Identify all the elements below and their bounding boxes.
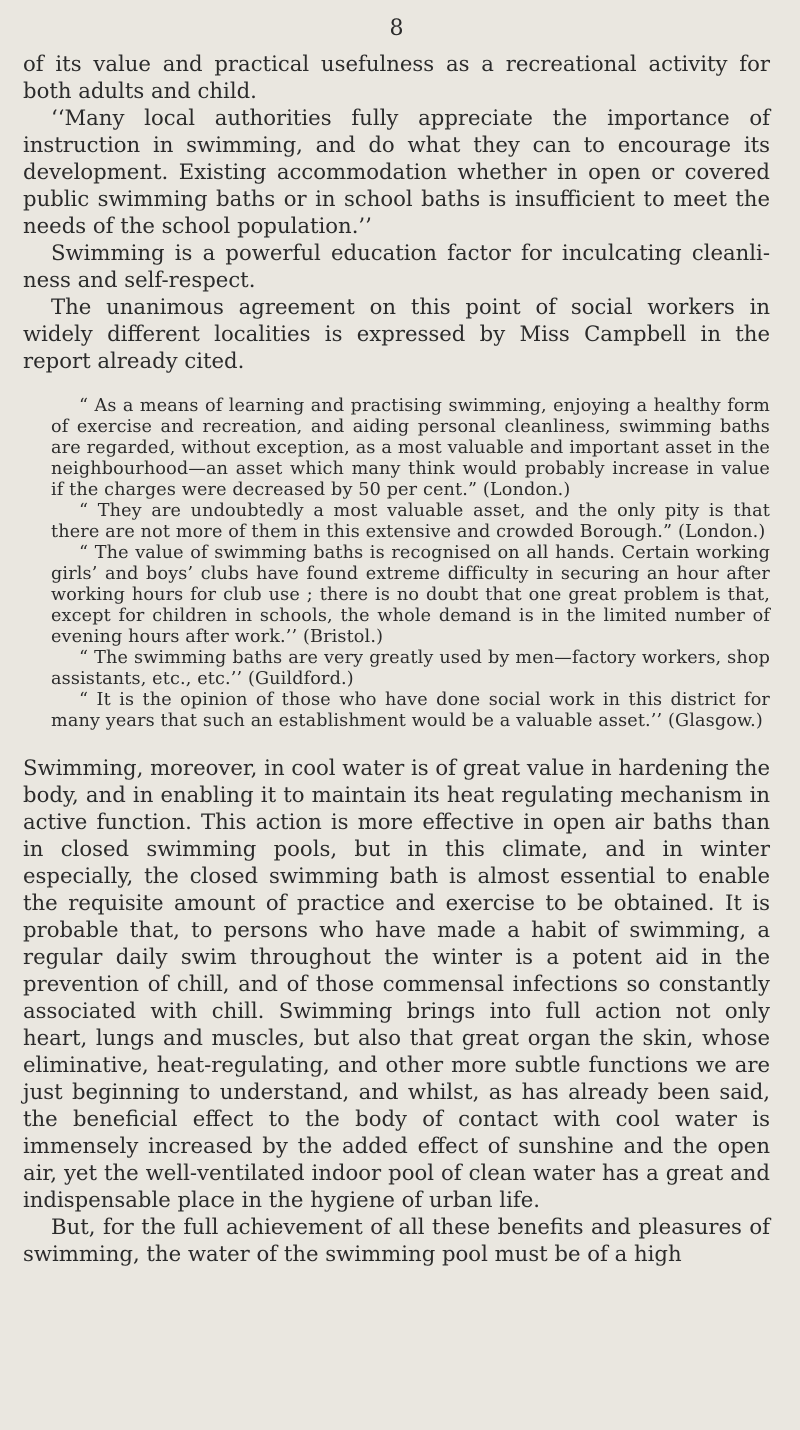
quote-london-1: “ As a means of learning and practising swimming, enjoying a healthy form of exercise and recreation, and aiding personal cleanliness, swimming baths are regarded, without exception, as a most valuable and important asset in the neighbourhood—an asset which many think would probably increase in value if the charges were decreased by 50 per cent.” (London.) — [51, 396, 770, 500]
intro-section — [23, 50, 770, 374]
paragraph-hardening: Swimming, moreover, in cool water is of great value in hardening the body, and in enabling it to maintain its heat regulating mechanism in active function. This action is more effective in open air baths than in closed swimming pools, but in this climate, and in winter especially, the closed swimming bath is almost essential to enable the requisite amount of practice and exercise to be obtained. It is probable that, to persons who have made a habit of swimming, a regular daily swim throughout the winter is a potent aid in the prevention of chill, and of those commensal infections so constantly associated with chill. Swimming brings into full action not only heart, lungs and muscles, but also that great organ the skin, whose eliminative, heat-regulating, and other more subtle functions we are just beginning to understand, and whilst, as has already been said, the beneficial effect to the body of contact with cool water is immensely increased by the added effect of sunshine and the open air, yet the well-ventilated indoor pool of clean water has a great and indispensable place in the hygiene of urban life. — [23, 755, 770, 1212]
paragraph-quote-authorities: ‘‘Many local authorities fully appreciate the importance of instruction in swimming, and do what they can to encourage its development. Existing accommodation whether in open or covered public swimming baths or in school baths is insufficient to meet the needs of the school population.’’ — [23, 105, 770, 238]
paragraph-agreement: The unanimous agreement on this point of social workers in widely different localities is expressed by Miss Campbell in the report already cited. — [23, 294, 770, 373]
paragraph-cleanliness: Swimming is a powerful education factor for inculcating cleanli-ness and self-respect. — [23, 240, 770, 292]
page-number: 8 — [389, 16, 404, 41]
quote-bristol: “ The value of swimming baths is recognised on all hands. Certain working girls’ and boys’ clubs have found extreme difficulty in securing an hour after working hours for club use ; there is no doubt that one great problem is that, except for children in schools, the whole demand is in the limited number of evening hours after work.’’ (Bristol.) — [51, 543, 770, 647]
quotation-block — [23, 396, 770, 732]
closing-section — [23, 754, 770, 1267]
quote-guildford: “ The swimming baths are very greatly used by men—factory workers, shop assistants, etc., etc.’’ (Guildford.) — [51, 648, 770, 689]
quote-london-2: “ They are undoubtedly a most valuable asset, and the only pity is that there are not more of them in this extensive and crowded Borough.” (London.) — [51, 501, 770, 542]
paragraph-continuation: of its value and practical usefulness as a recreational activity for both adults and child. — [23, 51, 770, 103]
paragraph-water-quality: But, for the full achievement of all these benefits and pleasures of swimming, the water of the swimming pool must be of a high — [23, 1214, 770, 1266]
quote-glasgow: “ It is the opinion of those who have done social work in this district for many years that such an establishment would be a valuable asset.’’ (Glasgow.) — [51, 690, 770, 731]
